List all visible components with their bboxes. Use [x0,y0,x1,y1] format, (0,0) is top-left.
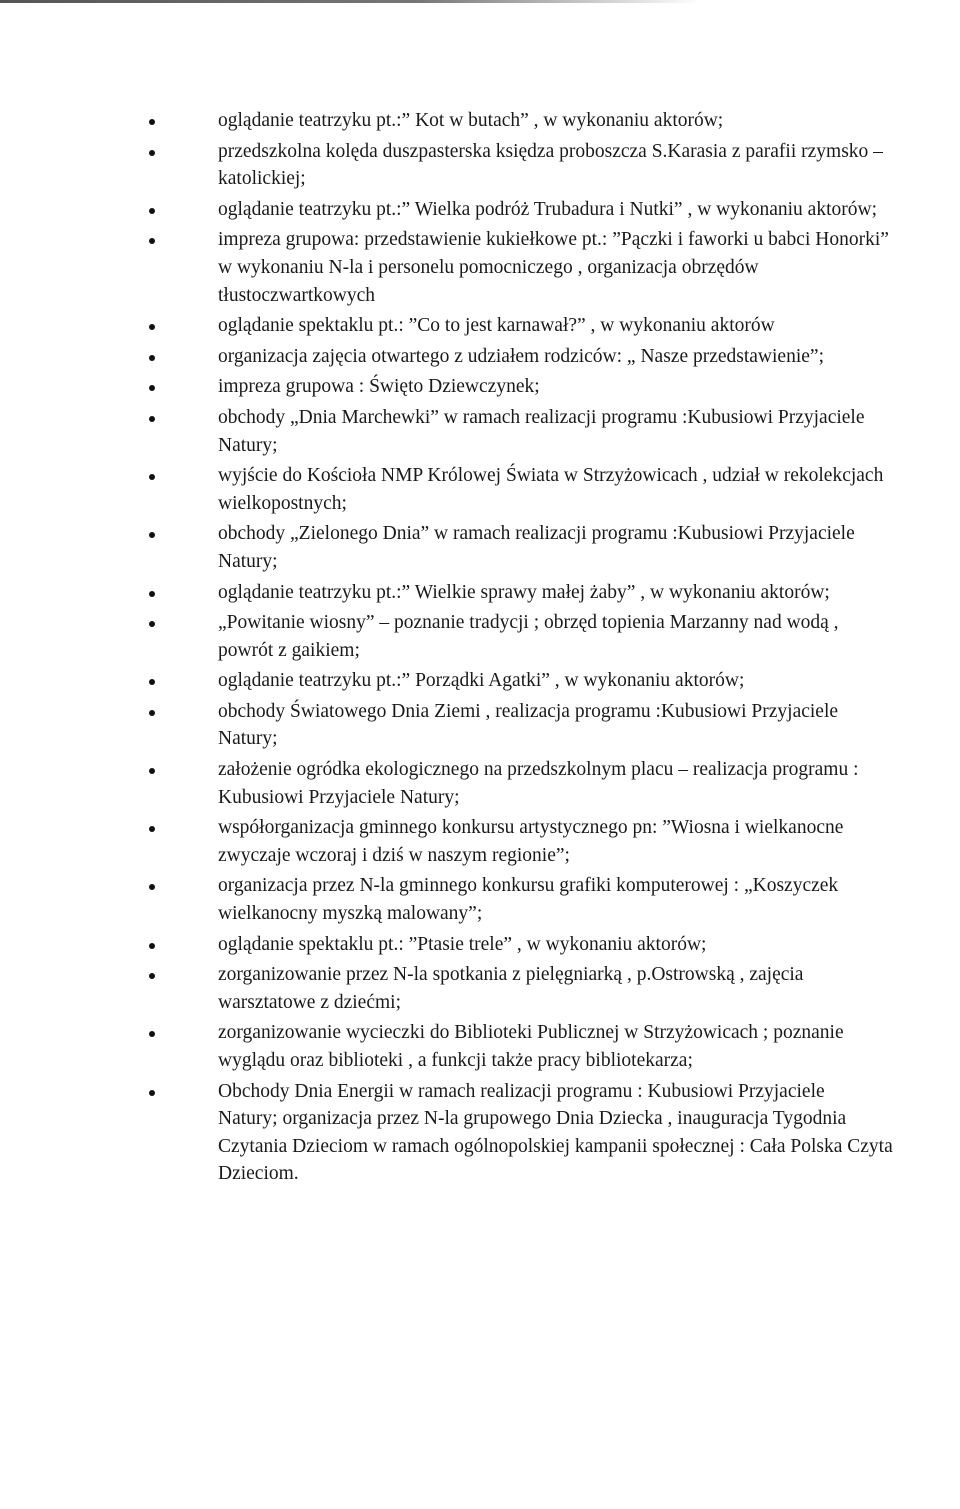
list-item-text: oglądanie teatrzyku pt.:” Kot w butach” , w wykonaniu aktorów; [218,110,724,131]
bullet-icon [149,355,155,361]
list-item [0,667,960,695]
bullet-icon [149,119,155,125]
list-item-text: „Powitanie wiosny” – poznanie tradycji ; obrzęd topienia Marzanny nad wodą , powrót z gaikiem; [218,612,839,661]
bullet-icon [149,884,155,890]
bullet-icon [149,238,155,244]
bullet-icon [149,973,155,979]
list-item-text: obchody Światowego Dnia Ziemi , realizacja programu :Kubusiowi Przyjaciele Natury; [218,700,839,750]
bullet-icon [149,532,155,538]
bullet-icon [149,474,155,480]
list-item-text: oglądanie teatrzyku pt.:” Wielka podróż Trubadura i Nutki” , w wykonaniu aktorów; [218,198,877,220]
bullet-icon [149,1031,155,1037]
list-item-text: impreza grupowa: przedstawienie kukiełkowe pt.: ”Pączki i faworki u babci Honorki” w wykonaniu N-la i personelu pomocniczego , organizacja obrzędów tłustoczwartkowych [218,229,889,306]
bullet-icon [149,768,155,774]
bullet-icon [149,416,155,422]
list-item-text: impreza grupowa : Święto Dziewczynek; [218,376,540,398]
bullet-icon [149,591,155,597]
list-item-text: organizacja zajęcia otwartego z udziałem rodziców: „ Nasze przedstawienie”; [218,345,824,367]
list-item-text: współorganizacja gminnego konkursu artystycznego pn: ”Wiosna i wielkanocne zwyczaje wczoraj i dziś w naszym regionie”; [218,817,844,866]
list-item-text: oglądanie teatrzyku pt.:” Porządki Agatki” , w wykonaniu aktorów; [218,670,745,692]
list-item [0,1019,960,1074]
list-item-text: założenie ogródka ekologicznego na przedszkolnym placu – realizacja programu : Kubusiowi Przyjaciele Natury; [218,759,859,808]
bullet-icon [149,679,155,685]
document-page [0,107,960,1191]
bullet-icon [149,1090,155,1096]
bullet-icon [149,943,155,949]
list-item [0,609,960,664]
list-item-text: Obchody Dnia Energii w ramach realizacji programu : Kubusiowi Przyjaciele Natury; organizacja przez N-la grupowego Dnia Dziecka , inauguracja Tygodnia Czytania Dzieciom w ramach ogólnopolskiej kampanii społecznej : Cała Polska Czyta Dzieciom. [218,1080,893,1185]
list-item [0,756,960,811]
scan-top-edge [0,0,700,3]
list-item [0,343,960,371]
list-item [0,698,960,753]
list-item-text: obchody „Zielonego Dnia” w ramach realizacji programu :Kubusiowi Przyjaciele Natury; [218,523,855,572]
list-item [0,462,960,517]
list-item-text: wyjście do Kościoła NMP Królowej Świata w Strzyżowicach , udział w rekolekcjach wielkopostnych; [218,465,884,514]
list-item [0,196,960,224]
bullet-icon [149,621,155,627]
list-item [0,373,960,401]
bullet-icon [149,208,155,214]
list-item [0,404,960,459]
list-item-text: zorganizowanie wycieczki do Biblioteki Publicznej w Strzyżowicach ; poznanie wyglądu oraz biblioteki , a funkcji także pracy bibliotekarza; [218,1022,844,1071]
list-item [0,931,960,959]
bullet-icon [149,826,155,832]
bullet-icon [149,324,155,330]
list-item [0,814,960,869]
bullet-icon [149,150,155,156]
list-item-text: przedszkolna kolęda duszpasterska księdza proboszcza S.Karasia z parafii rzymsko – katolickiej; [218,140,883,190]
list-item [0,520,960,575]
list-item-text: oglądanie spektaklu pt.: ”Ptasie trele” , w wykonaniu aktorów; [218,933,707,955]
bullet-icon [149,385,155,391]
list-item [0,872,960,927]
list-item [0,579,960,607]
bullet-icon [149,710,155,716]
activity-list [0,107,960,1188]
list-item-text: oglądanie spektaklu pt.: ”Co to jest karnawał?” , w wykonaniu aktorów [218,315,775,337]
list-item [0,1078,960,1188]
list-item-text: obchody „Dnia Marchewki” w ramach realizacji programu :Kubusiowi Przyjaciele Natury; [218,406,865,456]
list-item-text: organizacja przez N-la gminnego konkursu grafiki komputerowej : „Koszyczek wielkanocny myszką malowany”; [218,875,839,925]
list-item-text: oglądanie teatrzyku pt.:” Wielkie sprawy małej żaby” , w wykonaniu aktorów; [218,581,830,603]
list-item [0,226,960,309]
list-item [0,961,960,1016]
list-item-text: zorganizowanie przez N-la spotkania z pielęgniarką , p.Ostrowską , zajęcia warsztatowe z dziećmi; [218,964,804,1013]
list-item [0,107,960,135]
list-item [0,312,960,340]
list-item [0,138,960,193]
